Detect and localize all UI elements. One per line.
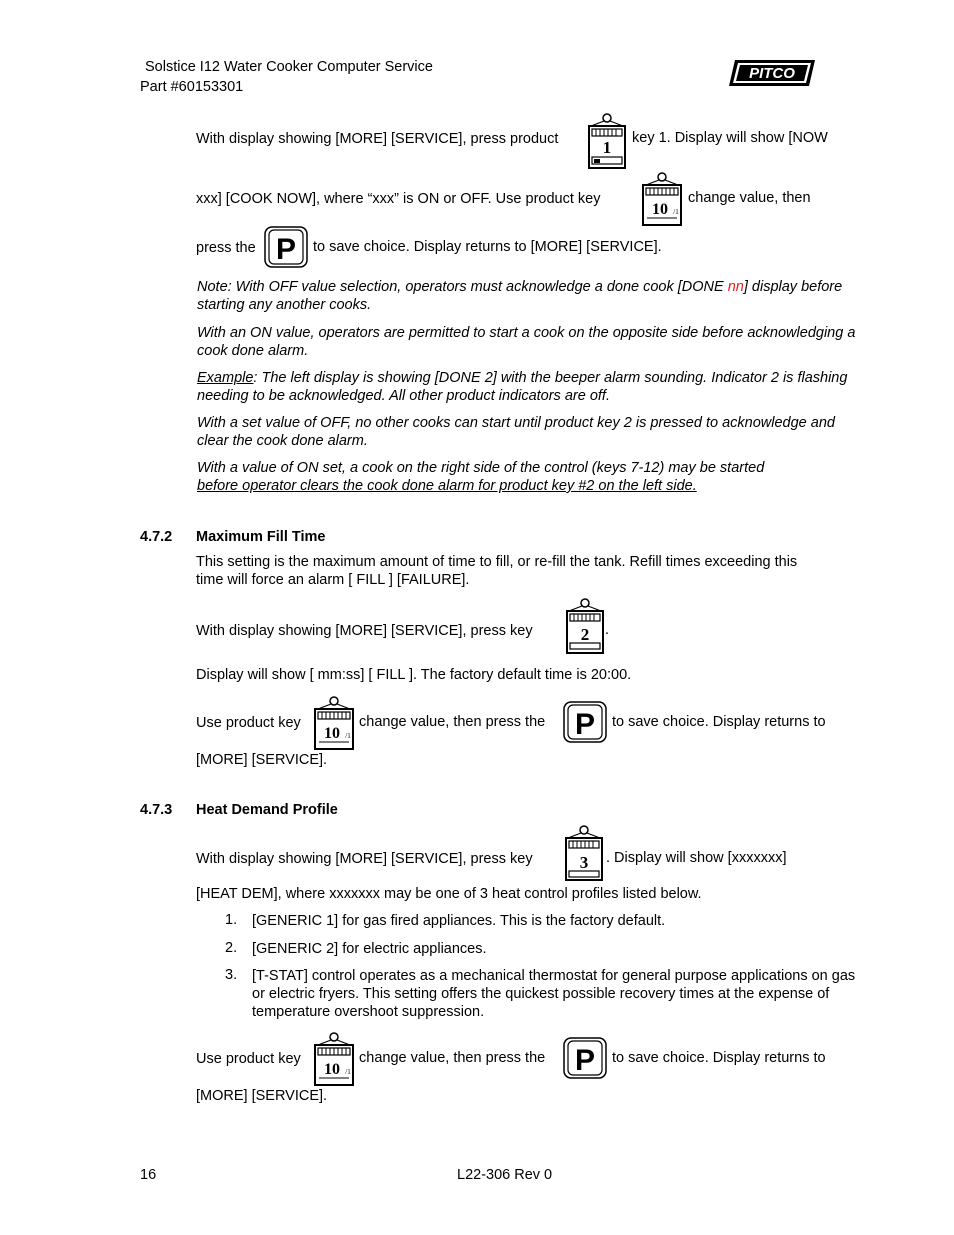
- svg-text:/1: /1: [345, 732, 351, 740]
- heat-use-key-text-b: change value, then press the: [359, 1050, 546, 1066]
- product-key-10-icon: [313, 1032, 355, 1086]
- intro-line-3a: press the: [196, 240, 256, 256]
- heat-dem-text: [HEAT DEM], where xxxxxxx may be one of 3 heat control profiles listed below.: [196, 886, 702, 902]
- svg-text:1: 1: [602, 138, 612, 157]
- section-number-4-7-3: 4.7.3: [140, 802, 173, 818]
- intro-line-3b: to save choice. Display returns to [MORE] [SERVICE].: [313, 239, 662, 255]
- list-item: [T-STAT] control operates as a mechanical thermostat for general purpose applications on gas or electric fryers. This setting offers the quickest possible recovery times at the expense of temperature overshoot suppression.: [252, 968, 856, 1020]
- svg-text:2: 2: [580, 625, 590, 644]
- note-off-value: Note: With OFF value selection, operators must acknowledge a done cook [DONE nn] display before starting any another cooks.: [197, 279, 843, 313]
- section-number-4-7-2: 4.7.2: [140, 529, 173, 545]
- intro-line-1a: With display showing [MORE] [SERVICE], press product: [196, 131, 559, 147]
- heat-press-key-text: With display showing [MORE] [SERVICE], press key: [196, 851, 533, 867]
- svg-text:10: 10: [324, 1061, 340, 1078]
- note-on-value: With an ON value, operators are permitted to start a cook on the opposite side before acknowledging a cook done alarm.: [197, 325, 856, 359]
- list-item: [GENERIC 1] for gas fired appliances. This is the factory default.: [252, 913, 666, 929]
- fill-press-key-period: .: [605, 622, 610, 638]
- svg-text:P: P: [574, 708, 596, 741]
- note-off-set: With a set value of OFF, no other cooks can start until product key 2 is pressed to acknowledge and clear the cook done alarm.: [197, 415, 835, 449]
- logo-text: PITCO: [749, 65, 795, 82]
- fill-use-key-text-c: to save choice. Display returns to: [612, 714, 826, 730]
- list-item-number: 3.: [225, 967, 238, 983]
- pitco-logo: [729, 56, 817, 88]
- doc-revision: L22-306 Rev 0: [457, 1167, 553, 1183]
- fill-use-key-text-b: change value, then press the: [359, 714, 546, 730]
- product-key-10-icon: [313, 696, 355, 750]
- svg-text:10: 10: [652, 201, 668, 218]
- intro-line-2b: change value, then: [688, 190, 811, 206]
- fill-time-desc-2: time will force an alarm [ FILL ] [FAILURE].: [196, 572, 470, 588]
- svg-text:P: P: [275, 233, 297, 266]
- svg-text:10: 10: [324, 725, 340, 742]
- heat-returns-text: [MORE] [SERVICE].: [196, 1088, 328, 1104]
- fill-display-text: Display will show [ mm:ss] [ FILL ]. The factory default time is 20:00.: [196, 667, 632, 683]
- product-key-3-icon: [564, 825, 604, 881]
- note-on-set: With a value of ON set, a cook on the right side of the control (keys 7-12) may be started before operator clears the cook done alarm for product key #2 on the left side.: [197, 460, 765, 494]
- heat-use-key-text-a: Use product key: [196, 1051, 301, 1067]
- heat-use-key-text-c: to save choice. Display returns to: [612, 1050, 826, 1066]
- svg-text:/1: /1: [345, 1068, 351, 1076]
- product-key-10-icon: [641, 172, 683, 226]
- svg-text:P: P: [574, 1044, 596, 1077]
- part-number: Part #60153301: [140, 79, 244, 95]
- program-key-p-icon: [563, 701, 607, 747]
- list-item: [GENERIC 2] for electric appliances.: [252, 941, 487, 957]
- svg-text:/1: /1: [673, 208, 679, 216]
- section-title-heat-demand-profile: Heat Demand Profile: [196, 802, 338, 818]
- program-key-p-icon: [264, 226, 308, 272]
- product-key-2-icon: [565, 598, 605, 654]
- intro-line-2a: xxx] [COOK NOW], where “xxx” is ON or OFF. Use product key: [196, 191, 601, 207]
- page-number: 16: [140, 1167, 157, 1183]
- list-item-number: 2.: [225, 940, 238, 956]
- note-example: Example: The left display is showing [DONE 2] with the beeper alarm sounding. Indicator 2 is flashing needing to be acknowledged. All other product indicators are off.: [197, 370, 848, 404]
- fill-returns-text: [MORE] [SERVICE].: [196, 752, 328, 768]
- list-item-number: 1.: [225, 912, 238, 928]
- fill-use-key-text-a: Use product key: [196, 715, 301, 731]
- heat-display-text: . Display will show [xxxxxxx]: [606, 850, 787, 866]
- doc-title: Solstice I12 Water Cooker Computer Service: [145, 59, 433, 75]
- fill-press-key-text: With display showing [MORE] [SERVICE], press key: [196, 623, 533, 639]
- program-key-p-icon: [563, 1037, 607, 1083]
- done-nn-highlight: nn: [727, 279, 744, 295]
- product-key-1-icon: [587, 113, 627, 169]
- section-title-max-fill-time: Maximum Fill Time: [196, 529, 326, 545]
- intro-line-1b: key 1. Display will show [NOW: [632, 130, 828, 146]
- fill-time-desc-1: This setting is the maximum amount of time to fill, or re-fill the tank. Refill times exceeding this: [196, 554, 798, 570]
- svg-text:3: 3: [579, 853, 589, 872]
